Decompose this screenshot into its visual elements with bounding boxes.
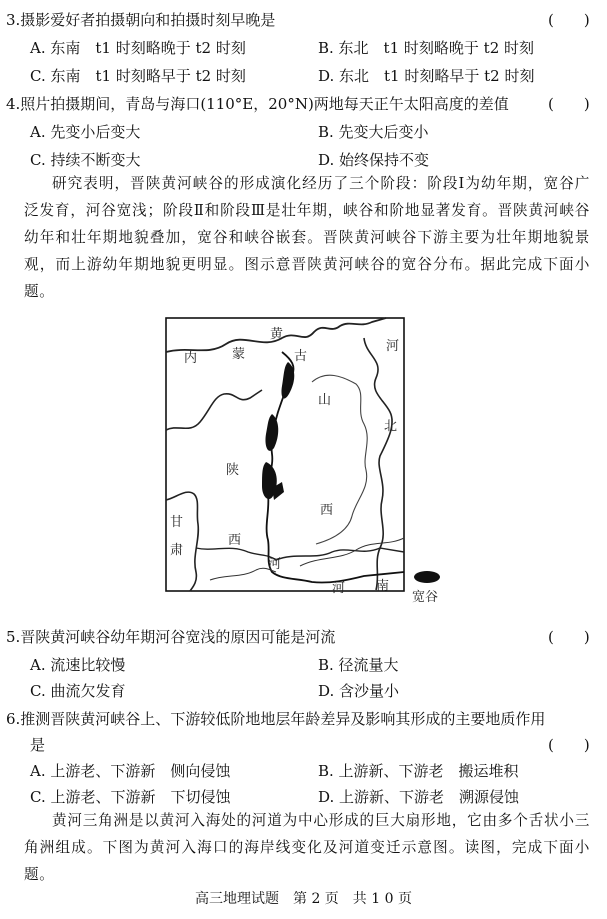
q6-option-d: D. 上游新、下游老 溯源侵蚀 bbox=[318, 788, 520, 806]
legend-swatch bbox=[414, 571, 440, 583]
map-label: 西 bbox=[228, 533, 242, 548]
map-label: 西 bbox=[320, 503, 334, 518]
q5-option-a: A. 流速比较慢 bbox=[30, 656, 126, 674]
q3-stem: 3.摄影爱好者拍摄朝向和拍摄时刻早晚是 bbox=[6, 11, 276, 29]
q3-option-d: D. 东北 t1 时刻略早于 t2 时刻 bbox=[318, 67, 535, 85]
map-label: 陕 bbox=[226, 463, 240, 478]
map-label: 内 bbox=[184, 351, 198, 366]
q6-option-b: B. 上游新、下游老 搬运堆积 bbox=[318, 762, 519, 780]
q4-stem: 4.照片拍摄期间，青岛与海口(110°E，20°N)两地每天正午太阳高度的差值 bbox=[6, 95, 509, 113]
passage-yellow-river-canyon: 研究表明，晋陕黄河峡谷的形成演化经历了三个阶段：阶段Ⅰ为幼年期，宽谷广泛发育，河谷宽浅；阶段Ⅱ和阶段Ⅲ是壮年期，峡谷和阶地显著发育。晋陕黄河峡谷幼年和壮年期地貌叠加，宽谷和峡谷嵌套。晋陕黄河峡谷下游主要为壮年期地貌景观，而上游幼年期地貌更明显。图示意晋陕黄河峡谷的宽谷分布。据此完成下面小题。 bbox=[24, 175, 590, 300]
boundary-line bbox=[166, 390, 262, 430]
boundary-line bbox=[196, 548, 276, 560]
q4-option-d: D. 始终保持不变 bbox=[318, 151, 430, 169]
map-frame bbox=[166, 318, 404, 591]
map-label: 河 bbox=[386, 339, 400, 354]
q6-stem-continued: 是 bbox=[30, 736, 46, 754]
map-label: 古 bbox=[294, 349, 308, 364]
q6-option-a: A. 上游老、下游新 侧向侵蚀 bbox=[30, 762, 231, 780]
q4-option-c: C. 持续不断变大 bbox=[30, 151, 141, 169]
q5-option-c: C. 曲流欠发育 bbox=[30, 682, 126, 700]
map-label: 河 bbox=[332, 581, 346, 596]
river-tributary bbox=[300, 538, 404, 566]
wide-valley-segment bbox=[281, 362, 294, 399]
q5-option-b: B. 径流量大 bbox=[318, 656, 399, 674]
q5-answer-paren: ( ) bbox=[548, 628, 590, 646]
q3-answer-paren: ( ) bbox=[548, 11, 590, 29]
q4-answer-paren: ( ) bbox=[548, 95, 590, 113]
map-label: 北 bbox=[384, 419, 398, 434]
boundary-line bbox=[364, 338, 392, 590]
q6-option-c: C. 上游老、下游新 下切侵蚀 bbox=[30, 788, 231, 806]
map-label: 南 bbox=[376, 579, 390, 594]
q5-stem: 5.晋陕黄河峡谷幼年期河谷宽浅的原因可能是河流 bbox=[6, 628, 336, 646]
map-label: 山 bbox=[318, 393, 332, 408]
passage-yellow-river-delta: 黄河三角洲是以黄河入海处的河道为中心形成的巨大扇形地，它由多个舌状小三角洲组成。下图为黄河入海口的海岸线变化及河道变迁示意图。读图，完成下面小题。 bbox=[24, 812, 590, 883]
q4-option-a: A. 先变小后变大 bbox=[30, 123, 141, 141]
q3-option-a: A. 东南 t1 时刻略晚于 t2 时刻 bbox=[30, 39, 246, 57]
q3-option-c: C. 东南 t1 时刻略早于 t2 时刻 bbox=[30, 67, 246, 85]
page-footer: 高三地理试题 第 2 页 共 1 0 页 bbox=[195, 891, 412, 907]
q3-option-b: B. 东北 t1 时刻略晚于 t2 时刻 bbox=[318, 39, 535, 57]
q6-stem: 6.推测晋陕黄河峡谷上、下游较低阶地地层年龄差异及影响其形成的主要地质作用 bbox=[6, 710, 546, 728]
legend-label: 宽谷 bbox=[412, 590, 439, 605]
map-label: 肃 bbox=[170, 543, 184, 558]
river-tributary bbox=[210, 568, 276, 580]
map-label: 蒙 bbox=[232, 347, 246, 362]
map-label: 黄 bbox=[270, 327, 284, 342]
boundary-line bbox=[166, 492, 198, 591]
q4-option-b: B. 先变大后变小 bbox=[318, 123, 429, 141]
q6-answer-paren: ( ) bbox=[548, 736, 590, 754]
map-label: 甘 bbox=[170, 515, 184, 530]
map-label: 河 bbox=[268, 557, 282, 572]
q5-option-d: D. 含沙量小 bbox=[318, 682, 400, 700]
boundary-line bbox=[276, 548, 404, 560]
